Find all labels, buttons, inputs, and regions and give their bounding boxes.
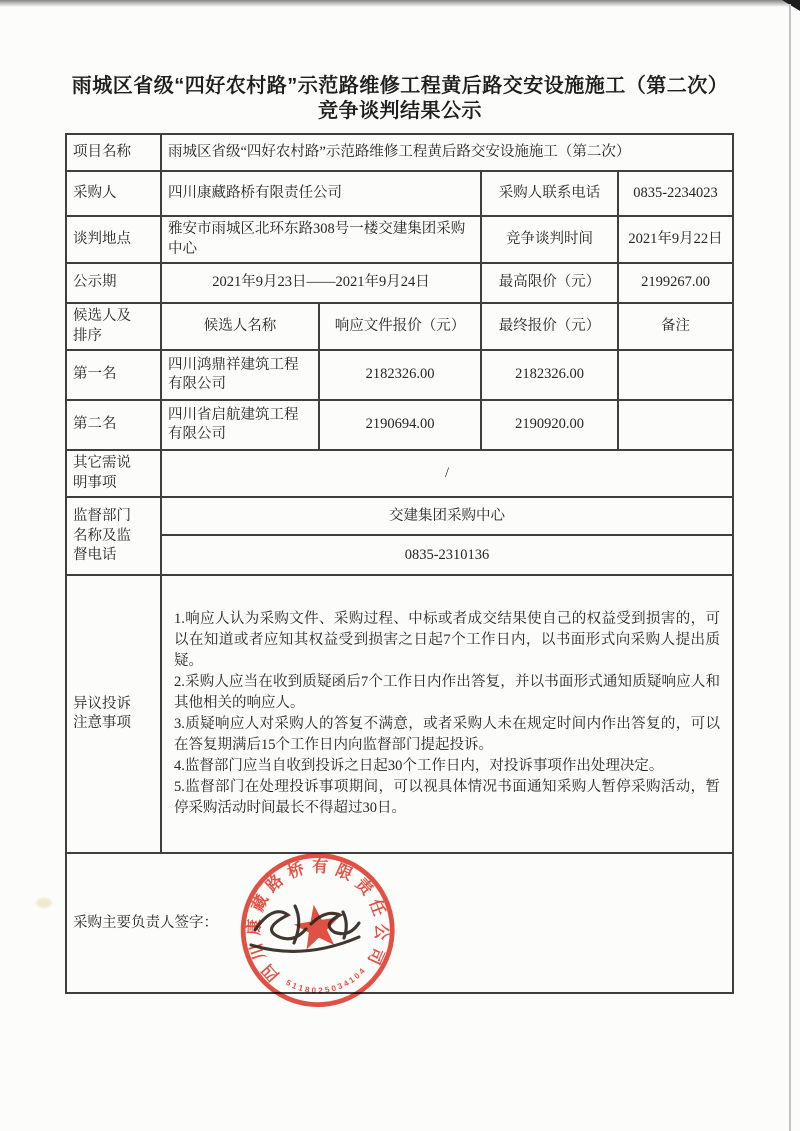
objection-item-4: 4.监督部门应当自收到投诉之日起30个工作日内，对投诉事项作出处理决定。 — [174, 758, 664, 775]
candidate-2-doc-price-cell: 2190694.00 — [319, 400, 481, 450]
candidate-1-name-cell: 四川鸿鼎祥建筑工程有限公司 — [161, 350, 319, 400]
other-notes-label-cell — [66, 450, 161, 497]
rank-2-cell — [66, 400, 161, 450]
svg-text:4: 4 — [357, 966, 367, 977]
doc-price-header: 响应文件报价（元） — [319, 303, 481, 350]
svg-text:限: 限 — [332, 861, 356, 885]
objection-label: 异议投诉注意事项 — [73, 695, 131, 732]
title-line-2: 竞争谈判结果公示 — [318, 100, 482, 122]
candidate-rank-header: 候选人及排序 — [73, 308, 131, 344]
supervision-name-cell: 交建集团采购中心 — [161, 497, 733, 535]
supervision-label-cell — [66, 497, 161, 575]
svg-text:1: 1 — [297, 983, 305, 994]
svg-text:5: 5 — [324, 985, 331, 995]
negotiation-time-cell: 2021年9月22日 — [618, 216, 733, 263]
location-label-cell — [66, 216, 161, 263]
svg-text:藏: 藏 — [248, 892, 272, 915]
rank-2-label: 第二名 — [73, 416, 117, 433]
svg-text:0: 0 — [311, 985, 317, 996]
svg-text:0: 0 — [352, 971, 362, 981]
project-value-cell: 雨城区省级“四好农村路”示范路维修工程黄后路交安设施施工（第二次） — [161, 134, 733, 171]
svg-text:公: 公 — [371, 923, 391, 941]
scan-corner-mark — [782, 0, 800, 11]
candidate-name-header: 候选人名称 — [161, 303, 319, 350]
location-label: 谈判地点 — [73, 230, 131, 247]
candidate-rank-header-cell — [66, 303, 161, 350]
candidate-row-1 — [66, 350, 733, 400]
rank-1-label: 第一名 — [73, 366, 117, 383]
remark-header: 备注 — [618, 303, 733, 350]
row-purchaser — [66, 171, 733, 216]
supervision-phone-cell: 0835-2310136 — [161, 535, 733, 575]
purchaser-label: 采购人 — [73, 184, 117, 201]
svg-text:1: 1 — [290, 980, 299, 992]
objection-content-cell — [161, 575, 733, 853]
objection-item-1: 1.响应人认为采购文件、采购过程、中标或者成交结果使自己的权益受到损害的，可以在知道或者应知其权益受到损害之日起7个工作日内，以书面形式向采购人提出质疑。 — [174, 611, 720, 670]
svg-text:5: 5 — [284, 978, 293, 989]
row-other-notes — [66, 450, 733, 497]
row-supervision-name — [66, 497, 733, 535]
location-value-cell: 雅安市雨城区北环东路308号一楼交建集团采购中心 — [161, 216, 481, 263]
title-line-1: 雨城区省级“四好农村路”示范路维修工程黄后路交安设施施工（第二次） — [71, 75, 729, 97]
svg-text:四: 四 — [258, 960, 283, 985]
other-notes-value-cell: / — [161, 450, 733, 497]
candidate-2-remark-cell — [618, 400, 733, 450]
svg-text:司: 司 — [364, 944, 388, 967]
signature-cell: 采购主要负责人签字： — [66, 853, 733, 993]
svg-text:川: 川 — [246, 940, 270, 963]
objection-item-2: 2.采购人应当在收到质疑函后7个工作日内作出答复，并以书面形式通知质疑响应人和其他相关的响应人。 — [174, 674, 720, 712]
final-price-header: 最终报价（元） — [481, 303, 618, 350]
svg-text:有: 有 — [311, 857, 329, 877]
svg-text:任: 任 — [365, 896, 389, 919]
publicity-period-cell: 2021年9月23日——2021年9月24日 — [161, 263, 481, 303]
rank-1-cell — [66, 350, 161, 400]
purchaser-phone-cell: 0835-2234023 — [618, 171, 733, 216]
project-label: 项目名称 — [73, 143, 131, 160]
row-objection — [66, 575, 733, 853]
candidate-row-2 — [66, 400, 733, 450]
publicity-label: 公示期 — [73, 274, 117, 291]
candidate-2-name-cell: 四川省启航建筑工程有限公司 — [161, 400, 319, 450]
row-publicity — [66, 263, 733, 303]
scan-smudge — [36, 898, 52, 908]
row-location — [66, 216, 733, 263]
objection-item-3: 3.质疑响应人对采购人的答复不满意，或者采购人未在规定时间内作出答复的，可以在答复期满后15个工作日内向监督部门提起投诉。 — [174, 716, 720, 754]
supervision-label: 监督部门名称及监督电话 — [73, 508, 131, 564]
max-price-cell: 2199267.00 — [618, 263, 733, 303]
row-supervision-phone — [66, 535, 733, 575]
svg-text:4: 4 — [342, 978, 351, 989]
negotiation-time-label-cell: 竞争谈判时间 — [481, 216, 618, 263]
svg-text:8: 8 — [304, 984, 311, 995]
purchaser-value-cell: 四川康藏路桥有限责任公司 — [161, 171, 481, 216]
max-price-label-cell: 最高限价（元） — [481, 263, 618, 303]
publicity-label-cell — [66, 263, 161, 303]
candidate-1-remark-cell — [618, 350, 733, 400]
svg-text:0: 0 — [330, 983, 338, 994]
result-table — [65, 133, 734, 994]
svg-text:路: 路 — [262, 871, 287, 896]
document-title — [40, 74, 760, 124]
other-notes-label: 其它需说明事项 — [73, 455, 131, 491]
objection-label-cell — [66, 575, 161, 853]
objection-item-5: 5.监督部门在处理投诉事项期间，可以视具体情况书面通知采购人暂停采购活动，暂停采购活动时间最长不得超过30日。 — [174, 779, 720, 817]
purchaser-phone-label-cell: 采购人联系电话 — [481, 171, 618, 216]
scan-top-edge — [0, 0, 800, 7]
row-candidate-headers — [66, 303, 733, 350]
project-label-cell — [66, 134, 161, 171]
row-signature — [66, 853, 733, 993]
purchaser-label-cell — [66, 171, 161, 216]
svg-text:桥: 桥 — [285, 859, 307, 882]
svg-text:责: 责 — [351, 874, 377, 899]
svg-text:3: 3 — [336, 981, 344, 992]
row-project — [66, 134, 733, 171]
svg-text:2: 2 — [318, 986, 323, 996]
candidate-1-final-price-cell: 2182326.00 — [481, 350, 618, 400]
candidate-1-doc-price-cell: 2182326.00 — [319, 350, 481, 400]
objection-items — [168, 603, 726, 825]
page-edge-shadow — [789, 4, 791, 1131]
candidate-2-final-price-cell: 2190920.00 — [481, 400, 618, 450]
svg-text:康: 康 — [245, 918, 264, 936]
svg-text:1: 1 — [347, 975, 357, 986]
